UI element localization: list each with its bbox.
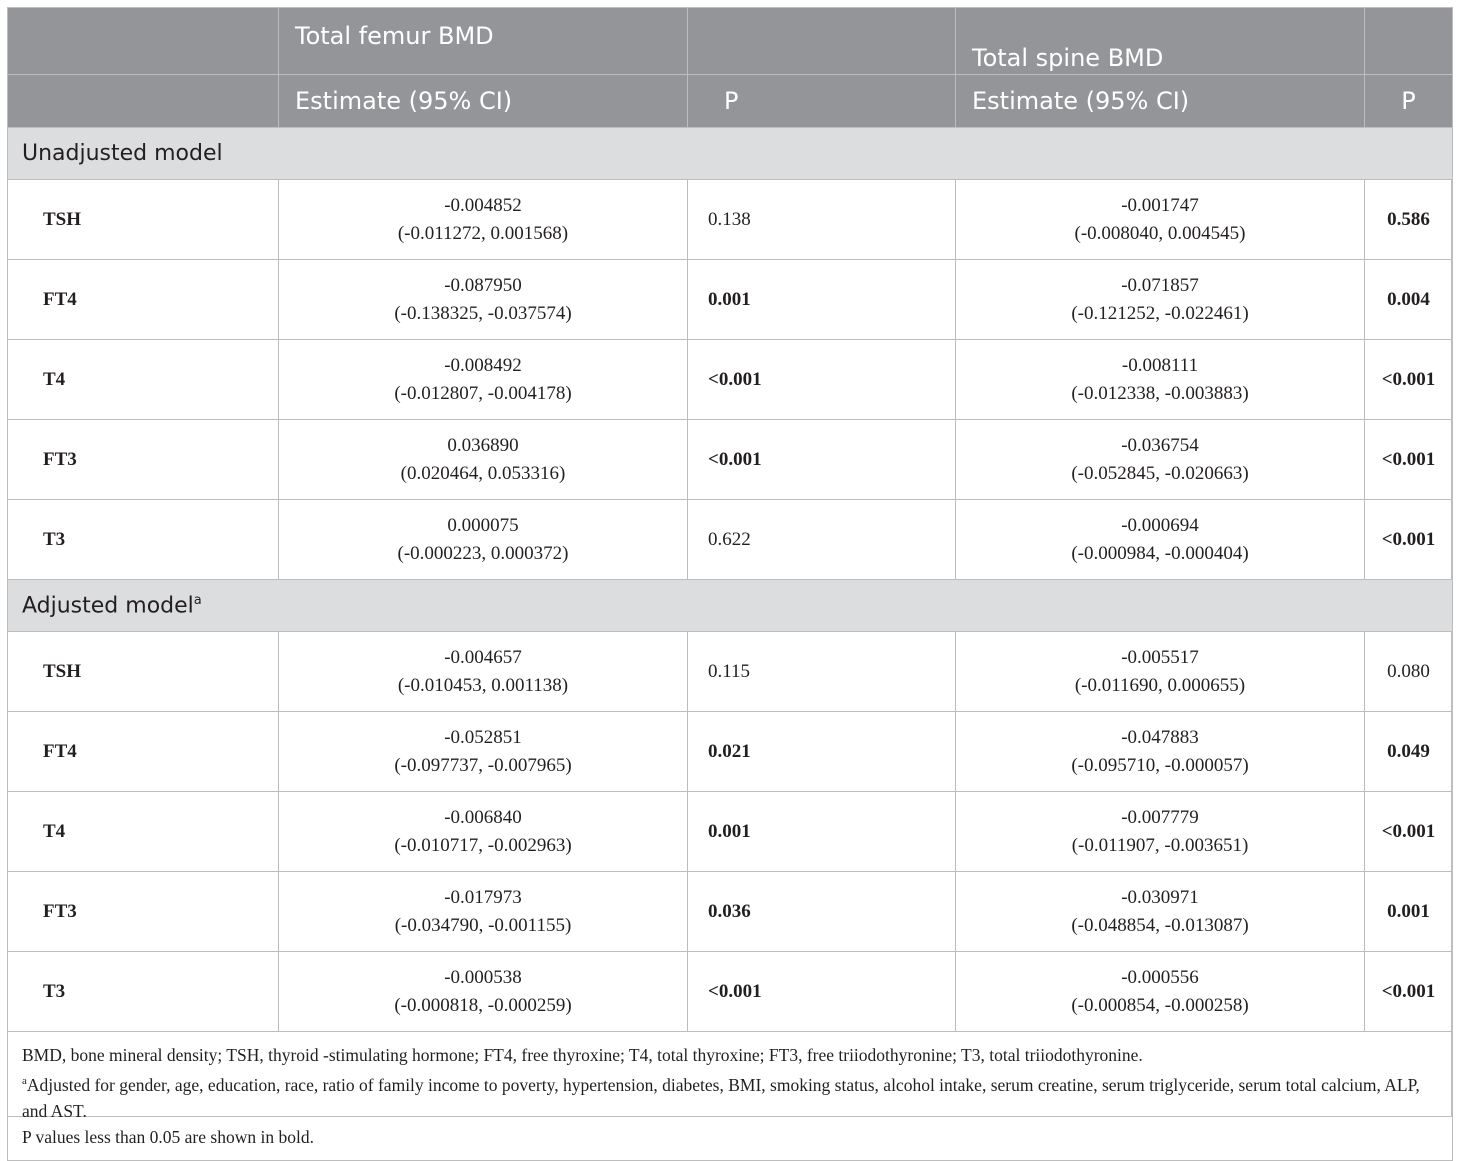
header-empty-cell (8, 75, 279, 128)
spine-estimate-cell (956, 420, 1365, 500)
femur-estimate-value: -0.087950 (444, 274, 522, 296)
femur-estimate-cell (279, 872, 688, 952)
table-row (8, 420, 1453, 500)
spine-p-cell (1365, 632, 1453, 712)
spine-p-cell (1365, 792, 1453, 872)
spine-estimate-value: -0.005517 (1121, 646, 1199, 668)
femur-p-value: 0.036 (708, 900, 751, 922)
table-row (8, 260, 1453, 340)
footnote-adjusted-text: Adjusted for gender, age, education, race, ratio of family income to poverty, hypertension, diabetes, BMI, smoking status, alcohol intake, serum creatine, serum triglyceride, serum total calcium, ALP, and AST. (22, 1074, 1420, 1121)
spine-estimate-value: -0.036754 (1121, 434, 1199, 456)
femur-ci-value: (-0.097737, -0.007965) (394, 754, 572, 776)
femur-p-header: P (688, 75, 956, 128)
footnote-bold-note: P values less than 0.05 are shown in bold. (22, 1126, 314, 1147)
results-table (7, 7, 1453, 1161)
spine-estimate-header: Estimate (95% CI) (956, 75, 1365, 128)
femur-ci-value: (-0.012807, -0.004178) (394, 382, 572, 404)
femur-p-value: 0.138 (708, 208, 751, 230)
femur-estimate-cell (279, 260, 688, 340)
spine-p-value: 0.080 (1387, 660, 1430, 682)
femur-p-cell (688, 420, 956, 500)
spine-estimate-cell (956, 500, 1365, 580)
spine-p-value: 0.004 (1387, 288, 1430, 310)
header-row-groups (8, 8, 1453, 75)
femur-estimate-value: -0.006840 (444, 806, 522, 828)
spine-estimate-cell (956, 872, 1365, 952)
variable-cell: T4 (8, 340, 279, 420)
table-row (8, 872, 1453, 952)
spine-p-value: 0.586 (1387, 208, 1430, 230)
table-row (8, 712, 1453, 792)
femur-estimate-value: -0.004852 (444, 194, 522, 216)
femur-estimate-cell (279, 500, 688, 580)
spine-estimate-value: -0.030971 (1121, 886, 1199, 908)
section-title-footnote-marker: a (193, 592, 202, 608)
footnote-adjusted (22, 1068, 1438, 1124)
spine-group-header: Total spine BMD (956, 8, 1365, 75)
spine-estimate-value: -0.007779 (1121, 806, 1199, 828)
variable-cell: T3 (8, 500, 279, 580)
femur-p-value: 0.001 (708, 820, 751, 842)
femur-p-cell (688, 180, 956, 260)
spine-p-value: 0.001 (1387, 900, 1430, 922)
spine-p-value: <0.001 (1381, 820, 1436, 842)
spine-ci-value: (-0.052845, -0.020663) (1071, 462, 1249, 484)
spine-p-cell (1365, 340, 1453, 420)
femur-p-value: <0.001 (708, 980, 762, 1002)
spine-estimate-value: -0.047883 (1121, 726, 1199, 748)
spine-estimate-value: -0.001747 (1121, 194, 1199, 216)
spine-estimate-value: -0.000556 (1121, 966, 1199, 988)
spine-p-cell (1365, 952, 1453, 1032)
femur-p-cell (688, 952, 956, 1032)
variable-cell: FT4 (8, 260, 279, 340)
femur-estimate-cell (279, 952, 688, 1032)
footnote-abbreviations: BMD, bone mineral density; TSH, thyroid -stimulating hormone; FT4, free thyroxine; T4, total thyroxine; FT3, free triiodothyronine; T3, total triiodothyronine. (22, 1045, 1143, 1065)
table-row (8, 792, 1453, 872)
femur-estimate-value: -0.000538 (444, 966, 522, 988)
table-row (8, 632, 1453, 712)
femur-estimate-cell (279, 420, 688, 500)
femur-p-cell (688, 500, 956, 580)
spine-p-cell (1365, 712, 1453, 792)
femur-estimate-value: 0.036890 (447, 434, 519, 456)
femur-p-cell (688, 712, 956, 792)
spine-estimate-cell (956, 632, 1365, 712)
femur-p-value: 0.115 (708, 660, 751, 682)
femur-p-cell (688, 872, 956, 952)
femur-p-value: <0.001 (708, 368, 762, 390)
spine-ci-value: (-0.011907, -0.003651) (1071, 834, 1249, 856)
spine-p-cell (1365, 420, 1453, 500)
spine-estimate-value: -0.071857 (1121, 274, 1199, 296)
spine-estimate-cell (956, 180, 1365, 260)
femur-estimate-value: -0.052851 (444, 726, 522, 748)
spine-ci-value: (-0.008040, 0.004545) (1074, 222, 1246, 244)
table-body (8, 128, 1453, 1032)
spine-ci-value: (-0.095710, -0.000057) (1071, 754, 1249, 776)
femur-ci-value: (-0.000223, 0.000372) (397, 542, 569, 564)
femur-estimate-cell (279, 340, 688, 420)
variable-cell: TSH (8, 632, 279, 712)
spine-p-value: <0.001 (1381, 368, 1436, 390)
femur-estimate-cell (279, 180, 688, 260)
results-table-container (7, 7, 1452, 1147)
femur-p-cell (688, 632, 956, 712)
header-empty-cell (688, 8, 956, 75)
femur-ci-value: (-0.034790, -0.001155) (394, 914, 572, 936)
spine-ci-value: (-0.121252, -0.022461) (1071, 302, 1249, 324)
spine-estimate-value: -0.008111 (1121, 354, 1199, 376)
spine-ci-value: (-0.000984, -0.000404) (1071, 542, 1249, 564)
section-title (8, 580, 1453, 632)
femur-p-cell (688, 792, 956, 872)
femur-p-cell (688, 340, 956, 420)
spine-p-cell (1365, 872, 1453, 952)
femur-estimate-value: -0.017973 (444, 886, 522, 908)
spine-p-value: 0.049 (1387, 740, 1430, 762)
spine-estimate-cell (956, 340, 1365, 420)
spine-ci-value: (-0.048854, -0.013087) (1071, 914, 1249, 936)
spine-p-cell (1365, 260, 1453, 340)
femur-ci-value: (0.020464, 0.053316) (400, 462, 566, 484)
femur-estimate-cell (279, 712, 688, 792)
spine-p-cell (1365, 180, 1453, 260)
table-row (8, 952, 1453, 1032)
table-row (8, 340, 1453, 420)
femur-p-value: 0.001 (708, 288, 751, 310)
spine-p-value: <0.001 (1381, 980, 1436, 1002)
femur-ci-value: (-0.138325, -0.037574) (394, 302, 572, 324)
femur-estimate-value: -0.008492 (444, 354, 522, 376)
section-row (8, 128, 1453, 180)
variable-cell: FT3 (8, 420, 279, 500)
femur-estimate-cell (279, 632, 688, 712)
section-row (8, 580, 1453, 632)
spine-estimate-cell (956, 952, 1365, 1032)
femur-estimate-cell (279, 792, 688, 872)
variable-cell: FT4 (8, 712, 279, 792)
femur-estimate-value: 0.000075 (447, 514, 519, 536)
variable-cell: T3 (8, 952, 279, 1032)
table-row (8, 180, 1453, 260)
spine-p-cell (1365, 500, 1453, 580)
femur-ci-value: (-0.010453, 0.001138) (397, 674, 569, 696)
spine-p-value: <0.001 (1381, 448, 1436, 470)
femur-ci-value: (-0.010717, -0.002963) (394, 834, 572, 856)
femur-p-cell (688, 260, 956, 340)
femur-group-header: Total femur BMD (279, 8, 688, 75)
spine-estimate-cell (956, 792, 1365, 872)
section-title-text: Adjusted model (22, 593, 194, 619)
spine-p-header: P (1365, 75, 1453, 128)
femur-ci-value: (-0.011272, 0.001568) (397, 222, 569, 244)
variable-cell: FT3 (8, 872, 279, 952)
section-title (8, 128, 1453, 180)
spine-p-value: <0.001 (1381, 528, 1436, 550)
footnotes (8, 1032, 1453, 1161)
femur-p-value: <0.001 (708, 448, 762, 470)
spine-ci-value: (-0.000854, -0.000258) (1071, 994, 1249, 1016)
femur-p-value: 0.622 (708, 528, 751, 550)
variable-cell: T4 (8, 792, 279, 872)
femur-estimate-header: Estimate (95% CI) (279, 75, 688, 128)
footnote-row (8, 1032, 1453, 1161)
spine-estimate-cell (956, 712, 1365, 792)
variable-cell: TSH (8, 180, 279, 260)
table-row (8, 500, 1453, 580)
header-row-columns (8, 75, 1453, 128)
spine-estimate-cell (956, 260, 1365, 340)
femur-p-value: 0.021 (708, 740, 751, 762)
spine-ci-value: (-0.011690, 0.000655) (1074, 674, 1246, 696)
spine-estimate-value: -0.000694 (1121, 514, 1199, 536)
spine-ci-value: (-0.012338, -0.003883) (1071, 382, 1249, 404)
header-empty-cell (1365, 8, 1453, 75)
femur-estimate-value: -0.004657 (444, 646, 522, 668)
footnote-adjusted-marker: a (22, 1075, 27, 1087)
section-title-text: Unadjusted model (22, 141, 223, 166)
header-empty-cell (8, 8, 279, 75)
femur-ci-value: (-0.000818, -0.000259) (394, 994, 572, 1016)
